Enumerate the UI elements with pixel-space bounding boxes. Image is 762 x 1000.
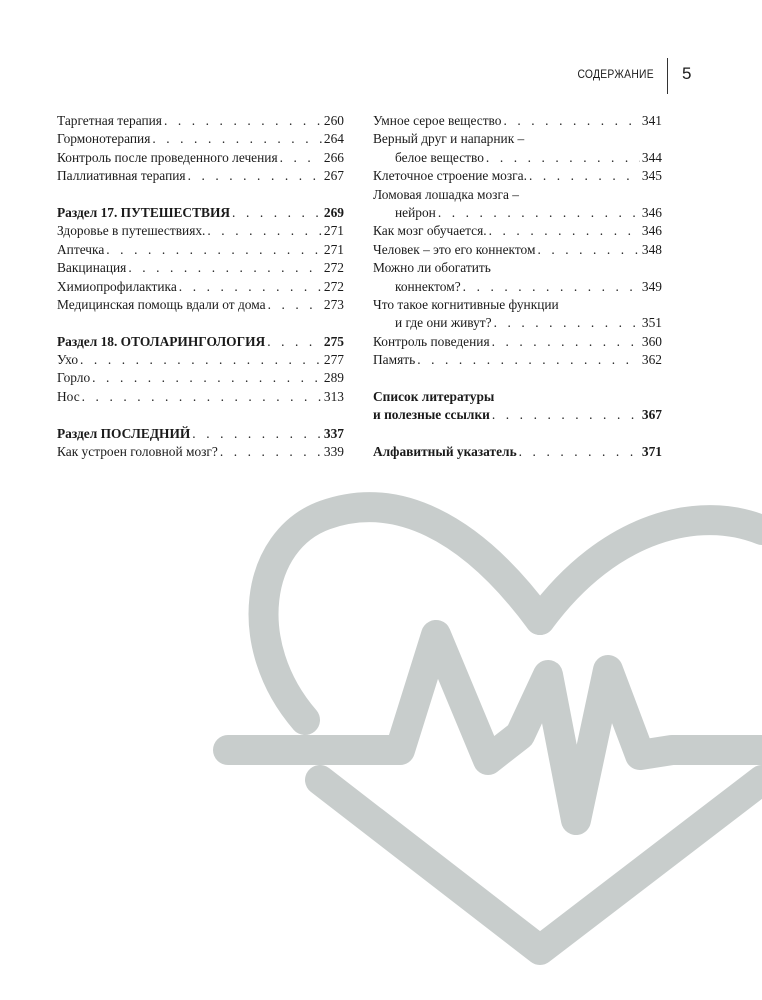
toc-entry[interactable]: Вакцинация . . . 272 (57, 259, 344, 277)
toc-entry-first-line[interactable]: Верный друг и напарник – (373, 131, 525, 147)
toc-entry[interactable]: Таргетная терапия . . . 260 (57, 112, 344, 130)
toc-spacer (57, 186, 344, 204)
running-head (0, 64, 762, 94)
toc-entry[interactable]: Память . . . 362 (373, 351, 662, 369)
toc-section-heading-first-line[interactable]: Список литературы (373, 388, 495, 404)
toc-entry-continuation[interactable]: коннектом? . . . 349 (373, 278, 662, 296)
toc-spacer (57, 406, 344, 424)
toc-left-column (57, 112, 344, 461)
toc-entry[interactable]: Ухо . . . 277 (57, 351, 344, 369)
toc-entry[interactable]: Горло . . . 289 (57, 369, 344, 387)
toc-entry[interactable]: Гормонотерапия . . . 264 (57, 130, 344, 148)
toc-spacer (373, 425, 662, 443)
toc-entry[interactable]: Паллиативная терапия . . . 267 (57, 167, 344, 185)
toc-entry[interactable]: Как мозг обучается. . . . 346 (373, 222, 662, 240)
toc-entry[interactable]: Клеточное строение мозга. . . . 345 (373, 167, 662, 185)
toc-entry[interactable]: Человек – это его коннектом . . . 348 (373, 241, 662, 259)
toc-entry-continuation[interactable]: нейрон . . . 346 (373, 204, 662, 222)
toc-section-heading[interactable]: Раздел 18. ОТОЛАРИНГОЛОГИЯ . . . 275 (57, 333, 344, 351)
toc-entry-first-line[interactable]: Можно ли обогатить (373, 260, 491, 276)
toc-entry-first-line[interactable]: Ломовая лошадка мозга – (373, 186, 519, 202)
toc-entry[interactable]: Умное серое вещество . . . 341 (373, 112, 662, 130)
toc-section-heading[interactable]: Алфавитный указатель . . . 371 (373, 443, 662, 461)
toc-entry[interactable]: Аптечка . . . 271 (57, 241, 344, 259)
heart-outline-left (264, 507, 540, 720)
toc-right-column (373, 112, 662, 461)
toc-section-heading[interactable]: и полезные ссылки . . . 367 (373, 406, 662, 424)
toc-entry-continuation[interactable]: и где они живут? . . . 351 (373, 314, 662, 332)
toc-section-heading[interactable]: Раздел ПОСЛЕДНИЙ . . . 337 (57, 425, 344, 443)
toc-entry-first-line[interactable]: Что такое когнитивные функции (373, 296, 559, 312)
heart-outline-right (540, 520, 762, 620)
page-number: 5 (682, 64, 692, 83)
toc-entry[interactable]: Химиопрофилактика . . . 272 (57, 278, 344, 296)
header-divider (667, 58, 668, 94)
toc-spacer (373, 369, 662, 387)
toc-entry[interactable]: Нос . . . 313 (57, 388, 344, 406)
heart-pulse-icon (0, 470, 762, 1000)
toc-entry-continuation[interactable]: белое вещество . . . 344 (373, 149, 662, 167)
section-title: СОДЕРЖАНИЕ (577, 67, 654, 81)
heart-outline-bottom (320, 780, 762, 950)
toc-entry[interactable]: Здоровье в путешествиях. . . . 271 (57, 222, 344, 240)
toc-entry[interactable]: Как устроен головной мозг? . . . 339 (57, 443, 344, 461)
toc-entry[interactable]: Контроль поведения . . . 360 (373, 333, 662, 351)
toc-section-heading[interactable]: Раздел 17. ПУТЕШЕСТВИЯ . . . 269 (57, 204, 344, 222)
toc-spacer (57, 314, 344, 332)
toc-entry[interactable]: Контроль после проведенного лечения . . . 266 (57, 149, 344, 167)
toc-entry[interactable]: Медицинская помощь вдали от дома . . . 273 (57, 296, 344, 314)
